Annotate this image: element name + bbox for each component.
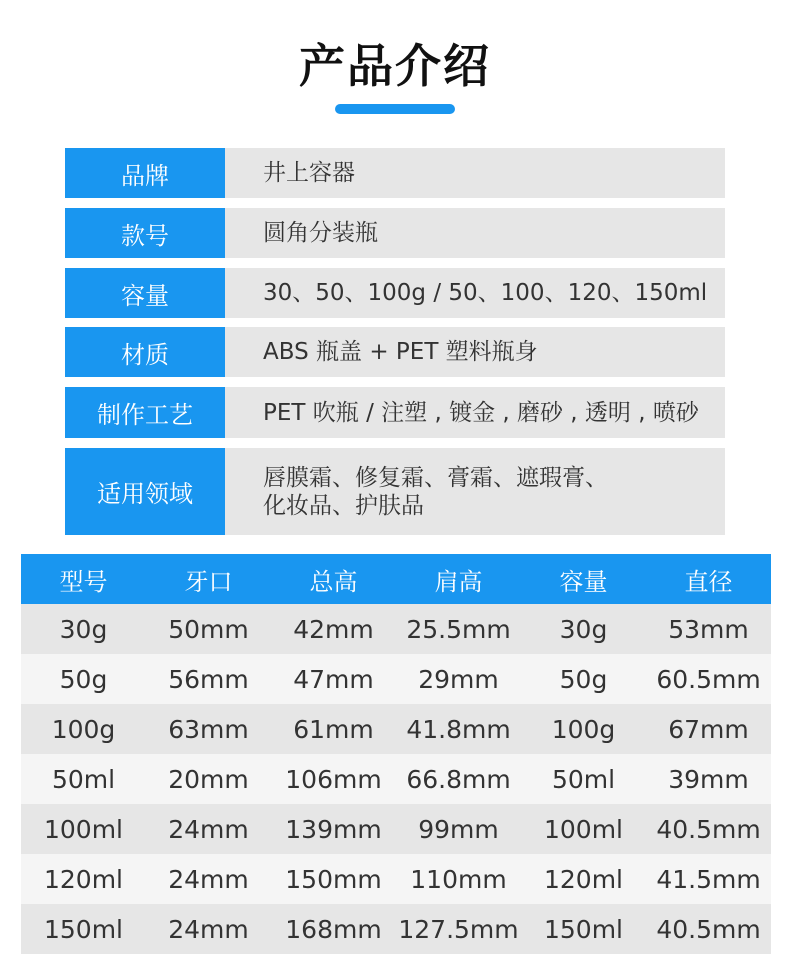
table-cell: 120ml bbox=[521, 854, 646, 904]
spec-row-model-no bbox=[65, 208, 725, 258]
table-cell: 50g bbox=[521, 654, 646, 704]
table-header-cell: 容量 bbox=[521, 554, 646, 604]
spec-value bbox=[225, 208, 725, 258]
spec-value bbox=[225, 387, 725, 438]
table-cell: 100ml bbox=[521, 804, 646, 854]
spec-value bbox=[225, 268, 725, 318]
table-cell: 61mm bbox=[271, 704, 396, 754]
table-cell: 47mm bbox=[271, 654, 396, 704]
table-row bbox=[21, 704, 771, 754]
model-table bbox=[21, 554, 771, 954]
table-cell: 99mm bbox=[396, 804, 521, 854]
spec-label: 款号 bbox=[65, 208, 225, 258]
table-cell: 67mm bbox=[646, 704, 771, 754]
spec-value-line: 唇膜霜、修复霜、膏霜、遮瑕膏、 bbox=[263, 464, 608, 491]
table-cell: 50ml bbox=[521, 754, 646, 804]
spec-row-brand bbox=[65, 148, 725, 198]
spec-value-line: 井上容器 bbox=[263, 160, 355, 186]
table-cell: 110mm bbox=[396, 854, 521, 904]
table-cell: 24mm bbox=[146, 804, 271, 854]
table-row bbox=[21, 804, 771, 854]
table-cell: 25.5mm bbox=[396, 604, 521, 654]
table-cell: 40.5mm bbox=[646, 804, 771, 854]
table-cell: 60.5mm bbox=[646, 654, 771, 704]
table-row bbox=[21, 604, 771, 654]
table-body bbox=[21, 604, 771, 954]
table-cell: 24mm bbox=[146, 904, 271, 954]
spec-label: 制作工艺 bbox=[65, 387, 225, 438]
table-cell: 29mm bbox=[396, 654, 521, 704]
spec-row-application bbox=[65, 448, 725, 535]
table-cell: 63mm bbox=[146, 704, 271, 754]
table-cell: 50ml bbox=[21, 754, 146, 804]
spec-label: 材质 bbox=[65, 327, 225, 377]
table-cell: 127.5mm bbox=[396, 904, 521, 954]
spec-value-line: 30、50、100g / 50、100、120、150ml bbox=[263, 280, 708, 306]
table-cell: 66.8mm bbox=[396, 754, 521, 804]
spec-label: 品牌 bbox=[65, 148, 225, 198]
table-header-cell: 总高 bbox=[271, 554, 396, 604]
table-cell: 139mm bbox=[271, 804, 396, 854]
table-cell: 30g bbox=[21, 604, 146, 654]
spec-value-line: 化妆品、护肤品 bbox=[263, 492, 424, 519]
table-header-cell: 牙口 bbox=[146, 554, 271, 604]
table-cell: 120ml bbox=[21, 854, 146, 904]
spec-value bbox=[225, 448, 725, 535]
table-cell: 41.5mm bbox=[646, 854, 771, 904]
spec-row-capacity bbox=[65, 268, 725, 318]
table-header-cell: 型号 bbox=[21, 554, 146, 604]
table-cell: 150ml bbox=[21, 904, 146, 954]
table-cell: 20mm bbox=[146, 754, 271, 804]
table-cell: 24mm bbox=[146, 854, 271, 904]
table-cell: 168mm bbox=[271, 904, 396, 954]
table-cell: 100ml bbox=[21, 804, 146, 854]
table-cell: 30g bbox=[521, 604, 646, 654]
table-cell: 106mm bbox=[271, 754, 396, 804]
page-title: 产品介绍 bbox=[299, 39, 491, 93]
table-cell: 100g bbox=[21, 704, 146, 754]
table-cell: 100g bbox=[521, 704, 646, 754]
table-cell: 41.8mm bbox=[396, 704, 521, 754]
spec-value-line: ABS 瓶盖 + PET 塑料瓶身 bbox=[263, 339, 538, 365]
table-header-cell: 肩高 bbox=[396, 554, 521, 604]
table-cell: 150mm bbox=[271, 854, 396, 904]
table-cell: 42mm bbox=[271, 604, 396, 654]
table-header-row bbox=[21, 554, 771, 604]
spec-row-material bbox=[65, 327, 725, 377]
table-cell: 50mm bbox=[146, 604, 271, 654]
spec-row-process bbox=[65, 387, 725, 438]
table-row bbox=[21, 854, 771, 904]
spec-label: 适用领域 bbox=[65, 448, 225, 535]
table-cell: 39mm bbox=[646, 754, 771, 804]
table-cell: 53mm bbox=[646, 604, 771, 654]
spec-value bbox=[225, 148, 725, 198]
table-cell: 50g bbox=[21, 654, 146, 704]
spec-value-line: PET 吹瓶 / 注塑 , 镀金 , 磨砂 , 透明 , 喷砂 bbox=[263, 399, 699, 426]
table-row bbox=[21, 754, 771, 804]
table-cell: 40.5mm bbox=[646, 904, 771, 954]
title-underline bbox=[335, 104, 455, 114]
spec-label: 容量 bbox=[65, 268, 225, 318]
table-cell: 150ml bbox=[521, 904, 646, 954]
spec-value-line: 圆角分装瓶 bbox=[263, 220, 378, 246]
spec-value bbox=[225, 327, 725, 377]
table-row bbox=[21, 904, 771, 954]
table-header-cell: 直径 bbox=[646, 554, 771, 604]
table-row bbox=[21, 654, 771, 704]
table-cell: 56mm bbox=[146, 654, 271, 704]
